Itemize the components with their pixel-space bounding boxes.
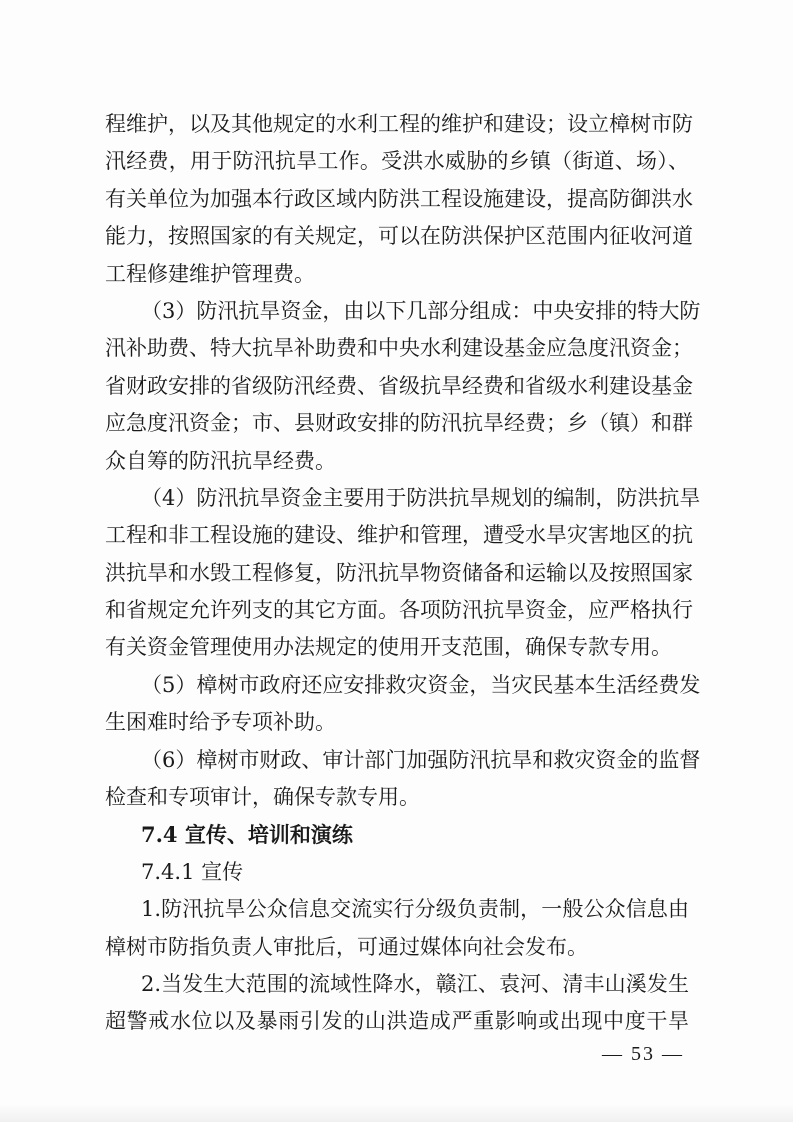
text-line: （3）防汛抗旱资金，由以下几部分组成：中央安排的特大防 — [141, 298, 701, 323]
paragraph — [105, 966, 689, 1041]
paragraph — [105, 480, 701, 667]
text-line: 生困难时给予专项补助。 — [105, 710, 336, 735]
paragraph — [105, 106, 693, 293]
text-line: 省财政安排的省级防汛经费、省级抗旱经费和省级水利建设基金 — [105, 373, 693, 398]
text-line: 7.4 宣传、培训和演练 — [141, 822, 353, 848]
paragraph — [105, 667, 701, 742]
text-line: 洪抗旱和水毁工程修复，防汛抗旱物资储备和运输以及按照国家 — [105, 560, 693, 585]
text-line: 超警戒水位以及暴雨引发的山洪造成严重影响或出现中度干旱 — [105, 1009, 689, 1034]
text-line: 2.当发生大范围的流域性降水，赣江、袁河、清丰山溪发生 — [141, 971, 689, 996]
text-line: 众自筹的防汛抗旱经费。 — [105, 448, 336, 473]
text-line: 工程修建维护管理费。 — [105, 261, 315, 286]
paragraph — [105, 293, 701, 480]
text-line: 1.防汛抗旱公众信息交流实行分级负责制，一般公众信息由 — [141, 897, 689, 922]
text-line: 和省规定允许列支的其它方面。各项防汛抗旱资金，应严格执行 — [105, 598, 693, 623]
document-body — [105, 106, 701, 1041]
text-line: 7.4.1 宣传 — [141, 859, 244, 884]
text-line: （5）樟树市政府还应安排救灾资金，当灾民基本生活经费发 — [141, 672, 701, 697]
page-number: — 53 — — [602, 1043, 684, 1065]
text-line: 有关资金管理使用办法规定的使用开支范围，确保专款专用。 — [105, 635, 672, 660]
text-line: 汛补助费、特大抗旱补助费和中央水利建设基金应急度汛资金； — [105, 336, 693, 361]
text-line: 应急度汛资金；市、县财政安排的防汛抗旱经费；乡（镇）和群 — [105, 411, 693, 436]
paragraph — [105, 891, 689, 966]
text-line: 程维护，以及其他规定的水利工程的维护和建设；设立樟树市防 — [105, 112, 693, 136]
text-line: 检查和专项审计，确保专款专用。 — [105, 785, 420, 810]
text-line: 樟树市防指负责人审批后，可通过媒体向社会发布。 — [105, 934, 588, 959]
text-line: 工程和非工程设施的建设、维护和管理，遭受水旱灾害地区的抗 — [105, 523, 693, 548]
section-heading — [105, 816, 689, 853]
scan-shadow — [0, 1104, 793, 1122]
text-line: 能力，按照国家的有关规定，可以在防洪保护区范围内征收河道 — [105, 224, 693, 249]
paragraph — [105, 742, 701, 817]
text-line: 有关单位为加强本行政区域内防洪工程设施建设，提高防御洪水 — [105, 186, 693, 211]
text-line: 汛经费，用于防汛抗旱工作。受洪水威胁的乡镇（街道、场）、 — [105, 149, 689, 174]
text-line: （6）樟树市财政、审计部门加强防汛抗旱和救灾资金的监督 — [141, 747, 701, 772]
paragraph — [105, 854, 689, 891]
text-line: （4）防汛抗旱资金主要用于防洪抗旱规划的编制，防洪抗旱 — [141, 485, 701, 510]
